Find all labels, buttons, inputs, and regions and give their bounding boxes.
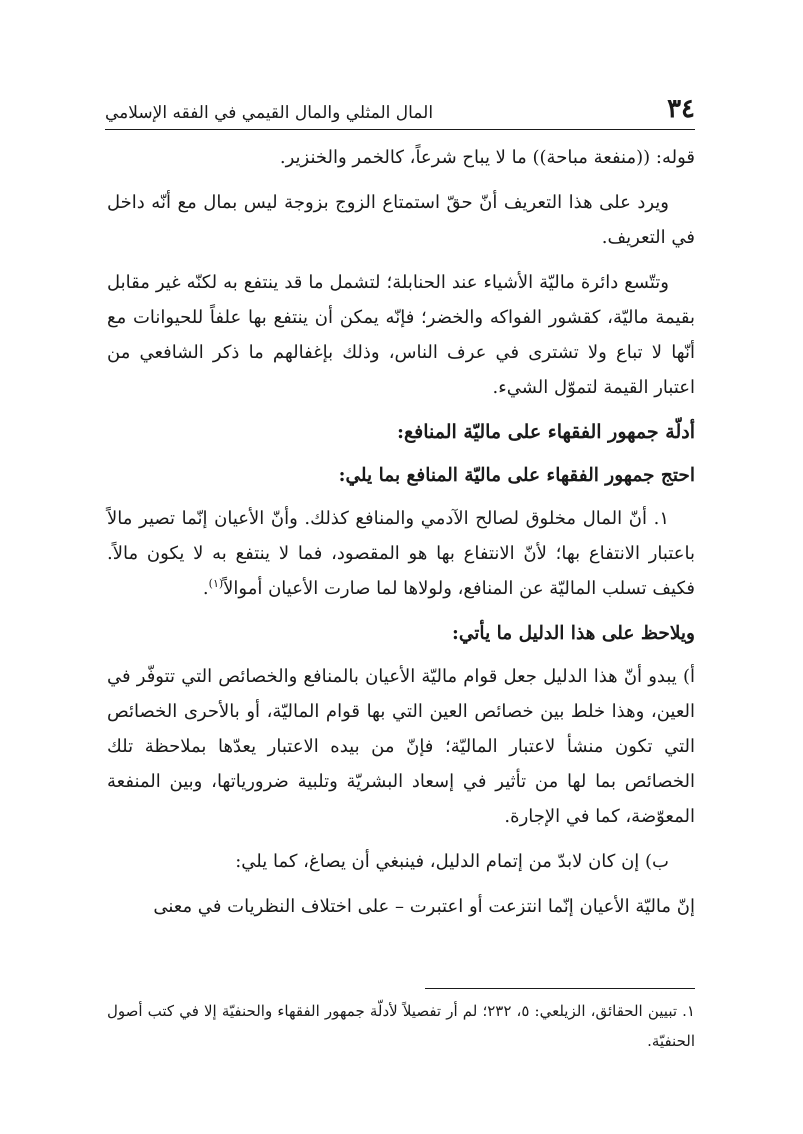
paragraph-4 bbox=[107, 501, 695, 606]
sub-heading-observations: ويلاحظ على هذا الدليل ما يأتي: bbox=[452, 623, 695, 644]
sub-heading: احتج جمهور الفقهاء على ماليّة المنافع بما يلي: bbox=[338, 465, 695, 486]
footnote: ١. تبيين الحقائق، الزيلعي: ٥، ٢٣٢؛ لم أر تفصيلاً لأدلّة جمهور الفقهاء والحنفيّة إلا في كتب أصول الحنفيّة. bbox=[107, 1002, 695, 1050]
paragraph-3: وتتّسع دائرة ماليّة الأشياء عند الحنابلة؛ لتشمل ما قد ينتفع به لكنّه غير مقابل بقيمة ماليّة، كقشور الفواكه والخضر؛ فإنّه يمكن أن ينتفع بها علفاً للحيوانات مع أنّها لا تباع ولا تشترى في عرف الناس، وذلك بإغفالهم ما ذكر الشافعي من اعتبار القيمة لتموّل الشيء. bbox=[107, 272, 695, 398]
paragraph-7: إنّ ماليّة الأعيان إنّما انتزعت أو اعتبرت – على اختلاف النظريات في معنى bbox=[153, 896, 695, 917]
paragraph-1: قوله: ((منفعة مباحة)) ما لا يباح شرعاً، كالخمر والخنزير. bbox=[279, 147, 695, 168]
section-heading: أدلّة جمهور الفقهاء على ماليّة المنافع: bbox=[397, 421, 695, 443]
page-number: ٣٤ bbox=[667, 94, 695, 124]
paragraph-4-text: ١. أنّ المال مخلوق لصالح الآدمي والمنافع كذلك. وأنّ الأعيان إنّما تصير مالاً باعتبار الانتفاع بها؛ لأنّ الانتفاع بها هو المقصود، فما لا ينتفع به لا يكون مالاً. فكيف تسلب الماليّة عن المنافع، ولولاها لما صارت الأعيان أموالاً bbox=[107, 508, 695, 599]
paragraph-6: ب) إن كان لابدّ من إتمام الدليل، فينبغي أن يصاغ، كما يلي: bbox=[235, 851, 669, 872]
footnote-rule bbox=[425, 988, 695, 989]
header-rule bbox=[105, 129, 695, 130]
footnote-reference[interactable]: (١) bbox=[208, 577, 224, 590]
paragraph-4-end: . bbox=[202, 578, 209, 599]
page-body bbox=[107, 140, 695, 934]
paragraph-5: أ) يبدو أنّ هذا الدليل جعل قوام ماليّة الأعيان بالمنافع والخصائص التي تتوفّر في العين، وهذا خلط بين خصائص العين التي بها قوام الماليّة، أو بالأحرى الخصائص التي تكون منشأ لاعتبار الماليّة؛ فإنّ من بيده الاعتبار يعدّها بملاحظة تلك الخصائص بما لها من تأثير في إسعاد البشريّة وتلبية ضرورياتها، وبين المنفعة المعوّضة، كما في الإجارة. bbox=[107, 666, 695, 827]
paragraph-2: ويرد على هذا التعريف أنّ حقّ استمتاع الزوج بزوجة ليس بمال مع أنّه داخل في التعريف. bbox=[107, 192, 695, 248]
running-title: المال المثلي والمال القيمي في الفقه الإسلامي bbox=[105, 103, 434, 123]
page-header bbox=[105, 88, 695, 122]
